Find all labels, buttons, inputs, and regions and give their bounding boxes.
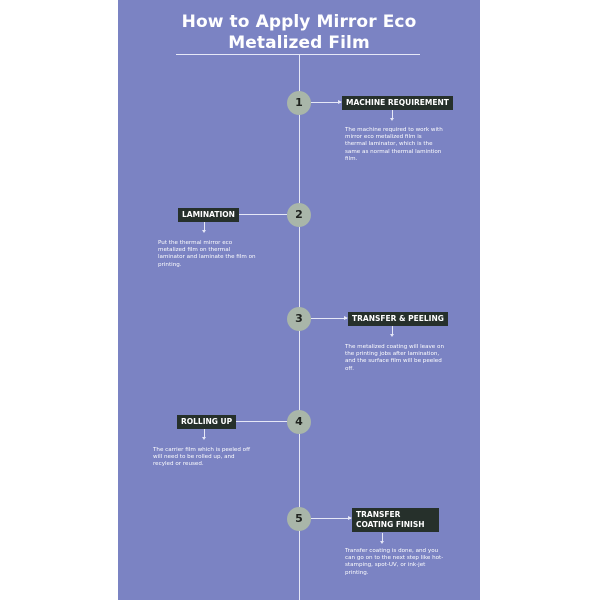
step-4-description: The carrier film which is peeled off will need to be rolled up, and recyled or reused. [153, 447, 250, 468]
step-2-pointer [204, 222, 205, 230]
step-5-pointer [382, 533, 383, 541]
step-3-pointer [392, 326, 393, 334]
step-5-node: 5 [287, 507, 311, 531]
step-5-connector [311, 518, 351, 519]
step-1-description: The machine required to work with mirror eco metalized film is thermal laminator, which is the same as normal thermal lamintion film. [345, 127, 443, 162]
infographic-panel [118, 0, 480, 600]
step-5-description: Transfer coating is done, and you can go on to the next step like hot-stamping, spot-UV, or ink-jet printing. [345, 548, 444, 576]
step-3-description: The metalized coating will leave on the printing jobs after lamination, and the surface film will be peeled off. [345, 344, 444, 372]
step-3-node: 3 [287, 307, 311, 331]
step-4-connector [232, 421, 287, 422]
step-5-label: TRANSFER COATING FINISH [352, 508, 439, 532]
step-2-description: Put the thermal mirror eco metalized film on thermal laminator and laminate the film on printing. [158, 240, 256, 268]
step-1-connector [311, 102, 341, 103]
step-2-label: LAMINATION [178, 208, 239, 222]
step-1-pointer [392, 110, 393, 118]
step-1-label: MACHINE REQUIREMENT [342, 96, 453, 110]
title-line-1: How to Apply Mirror Eco [181, 12, 417, 32]
step-4-pointer [204, 429, 205, 437]
title-divider [176, 54, 420, 55]
step-2-node: 2 [287, 203, 311, 227]
step-3-connector [311, 318, 347, 319]
infographic-title [118, 12, 480, 54]
step-1-node: 1 [287, 91, 311, 115]
step-4-label: ROLLING UP [177, 415, 236, 429]
step-4-node: 4 [287, 410, 311, 434]
step-3-label: TRANSFER & PEELING [348, 312, 448, 326]
step-2-connector [232, 214, 287, 215]
title-line-2: Metalized Film [228, 33, 370, 53]
